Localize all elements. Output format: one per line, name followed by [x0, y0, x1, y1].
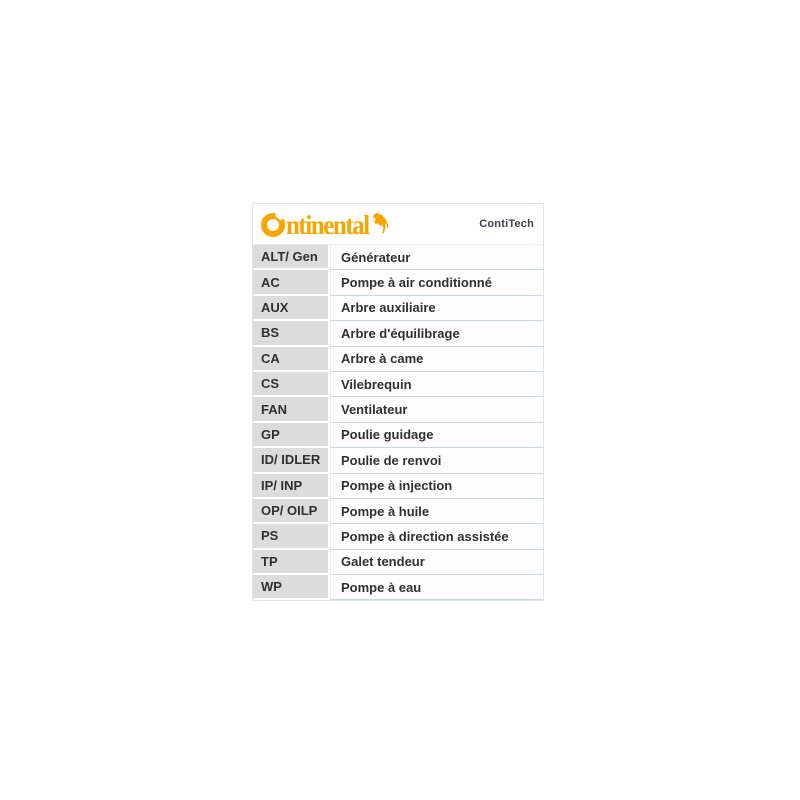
- abbreviation-cell: AUX: [253, 296, 330, 321]
- description-cell: Arbre d'équilibrage: [330, 321, 543, 346]
- continental-wordmark: ntinental: [286, 210, 369, 240]
- description-cell: Arbre auxiliaire: [330, 296, 543, 321]
- glossary-row: [253, 423, 543, 448]
- glossary-row: [253, 372, 543, 397]
- glossary-row: [253, 270, 543, 295]
- abbreviation-cell: GP: [253, 423, 330, 448]
- abbreviation-cell: CA: [253, 347, 330, 372]
- description-cell: Générateur: [330, 245, 543, 270]
- abbreviation-cell: BS: [253, 321, 330, 346]
- abbreviation-cell: AC: [253, 270, 330, 295]
- glossary-card: [252, 203, 544, 601]
- glossary-row: [253, 321, 543, 346]
- description-cell: Pompe à huile: [330, 499, 543, 524]
- glossary-row: [253, 245, 543, 270]
- glossary-row: [253, 550, 543, 575]
- glossary-row: [253, 474, 543, 499]
- continental-logo: [253, 210, 389, 238]
- brand-header: [253, 204, 543, 245]
- continental-c-icon: [261, 213, 285, 237]
- description-cell: Vilebrequin: [330, 372, 543, 397]
- abbreviation-cell: ID/ IDLER: [253, 448, 330, 473]
- description-cell: Poulie de renvoi: [330, 448, 543, 473]
- abbreviation-cell: OP/ OILP: [253, 499, 330, 524]
- description-cell: Pompe à injection: [330, 474, 543, 499]
- contitech-label: ContiTech: [479, 218, 534, 230]
- description-cell: Poulie guidage: [330, 423, 543, 448]
- description-cell: Ventilateur: [330, 397, 543, 422]
- glossary-rows: [253, 245, 543, 600]
- abbreviation-cell: TP: [253, 550, 330, 575]
- abbreviation-cell: CS: [253, 372, 330, 397]
- description-cell: Arbre à came: [330, 347, 543, 372]
- description-cell: Galet tendeur: [330, 550, 543, 575]
- glossary-row: [253, 499, 543, 524]
- abbreviation-cell: IP/ INP: [253, 474, 330, 499]
- glossary-row: [253, 524, 543, 549]
- glossary-row: [253, 448, 543, 473]
- abbreviation-cell: PS: [253, 524, 330, 549]
- abbreviation-cell: FAN: [253, 397, 330, 422]
- abbreviation-cell: ALT/ Gen: [253, 245, 330, 270]
- glossary-row: [253, 347, 543, 372]
- abbreviation-cell: WP: [253, 575, 330, 600]
- horse-icon: [372, 212, 389, 236]
- description-cell: Pompe à air conditionné: [330, 270, 543, 295]
- description-cell: Pompe à eau: [330, 575, 543, 600]
- glossary-row: [253, 296, 543, 321]
- glossary-row: [253, 575, 543, 600]
- glossary-row: [253, 397, 543, 422]
- description-cell: Pompe à direction assistée: [330, 524, 543, 549]
